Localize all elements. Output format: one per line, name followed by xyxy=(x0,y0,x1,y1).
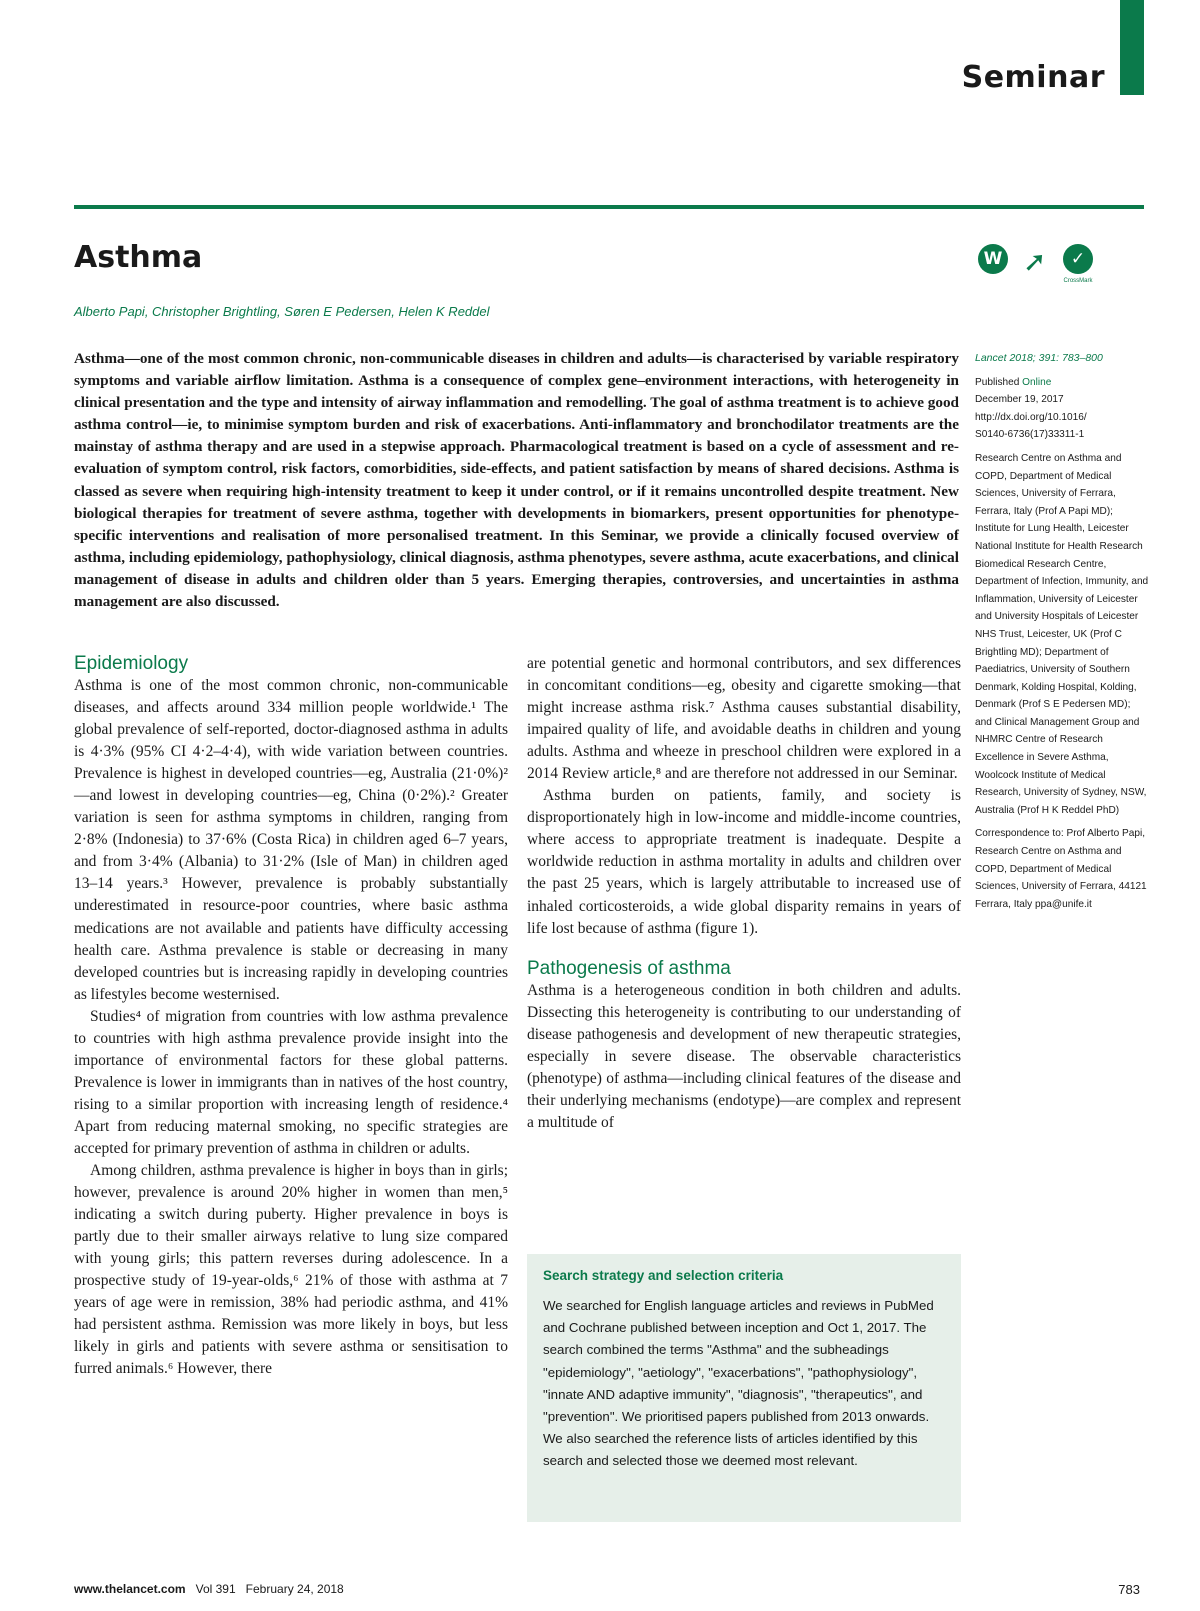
top-rule xyxy=(74,205,1144,209)
author-list: Alberto Papi, Christopher Brightling, Søren E Pedersen, Helen K Reddel xyxy=(74,304,490,319)
doi-link[interactable]: http://dx.doi.org/10.1016/ xyxy=(975,411,1087,423)
w-badge-icon[interactable]: W xyxy=(978,244,1008,274)
search-strategy-panel xyxy=(527,1254,961,1522)
panel-title: Search strategy and selection criteria xyxy=(543,1268,784,1283)
section-color-bar xyxy=(1120,0,1144,95)
paragraph: Asthma burden on patients, family, and society is disproportionately high in low-income and middle-income countries, where access to appropriate treatment is inadequate. Despite a worldwide reduction in asthma mortality in adults and children over the past 25 years, which is largely attributable to increased use of inhaled corticosteroids, a wide global disparity remains in years of life lost because of asthma (figure 1). xyxy=(527,787,961,937)
footer-volume: Vol 391 xyxy=(195,1582,236,1596)
page-number: 783 xyxy=(1118,1582,1140,1597)
paragraph: are potential genetic and hormonal contributors, and sex differences in concomitant conditions—eg, obesity and cigarette smoking—that might increase asthma risk.⁷ Asthma causes substantial disability, impaired quality of life, and avoidable deaths in children and young adults. Asthma and wheeze in preschool children were explored in a 2014 Review article,⁸ and are therefore not addressed in our Seminar. xyxy=(527,655,961,783)
citation: Lancet 2018; 391: 783–800 xyxy=(975,352,1103,364)
paragraph: Studies⁴ of migration from countries with low asthma prevalence to countries with high asthma prevalence provide insight into the importance of environmental factors for these global patterns. Prevalence is lower in immigrants than in natives of the host country, rising to a similar proportion with increasing length of residence.⁴ Apart from reducing maternal smoking, no specific strategies are accepted for primary prevention of asthma in children or adults. xyxy=(74,1007,508,1157)
doi-id: S0140-6736(17)33311-1 xyxy=(975,429,1085,441)
paragraph: Asthma is one of the most common chronic, non-communicable diseases, and affects around 334 million people worldwide.¹ The global prevalence of self-reported, doctor-diagnosed asthma in adults is 4·3% (95% CI 4·2–4·4), with wide variation between countries. Prevalence is highest in developed countries—eg, Australia (21·0%)²—and lowest in developing countries—eg, China (0·2%).² Greater variation is seen for asthma symptoms in children, ranging from 2·8% (Indonesia) to 37·6% (Costa Rica) in children aged 6–7 years, and from 3·4% (Albania) to 31·2% (Isle of Man) in children aged 13–14 years.³ However, prevalence is probably substantially underestimated in resource-poor countries, where basic asthma medications are not available and patients have difficulty accessing health care. Asthma prevalence is stable or decreasing in many developed countries but is increasing rapidly in developing countries as lifestyles become westernised. xyxy=(74,677,508,1003)
panel-body: We searched for English language articles and reviews in PubMed and Cochrane published between inception and Oct 1, 2017. The search combined the terms "Asthma" and the subheadings "epidemiology", "aetiology", "exacerbations", "pathophysiology", "innate AND adaptive immunity", "diagnosis", "therapeutics", and "prevention". We prioritised papers published from 2013 onwards. We also searched the reference lists of articles identified by this search and selected those we deemed most relevant. xyxy=(543,1298,934,1469)
pointer-cursor-icon: ➚ xyxy=(1023,246,1047,277)
published-line xyxy=(975,374,1150,392)
paragraph: Among children, asthma prevalence is higher in boys than in girls; however, prevalence is around 20% higher in women than men,⁵ indicating a switch during puberty. Higher prevalence in boys is partly due to their smaller airways relative to lung size compared with young girls; this pattern reverses during adolescence. In a prospective study of 19-year-olds,⁶ 21% of those with asthma at 7 years of age were in remission, 38% had periodic asthma, and 41% had persistent asthma. Remission was more likely in boys, but less likely in girls and patients with severe asthma or sensitisation to furred animals.⁶ However, there xyxy=(74,1162,508,1378)
journal-site-link[interactable]: www.thelancet.com xyxy=(74,1582,186,1596)
footer-journal xyxy=(74,1582,344,1596)
sidebar-notes xyxy=(975,350,1150,919)
publication-info xyxy=(975,374,1150,444)
publication-date: December 19, 2017 xyxy=(975,394,1064,406)
published-label: Published xyxy=(975,376,1023,388)
crossmark-icon[interactable]: ✓ xyxy=(1063,244,1093,274)
heading-pathogenesis: Pathogenesis of asthma xyxy=(527,957,731,979)
footer-date: February 24, 2018 xyxy=(245,1582,344,1596)
body-column-right xyxy=(527,653,961,1134)
published-online-link[interactable]: Online xyxy=(1022,376,1052,388)
heading-epidemiology: Epidemiology xyxy=(74,653,189,674)
abstract: Asthma—one of the most common chronic, non-communicable diseases in children and adults—is characterised by variable respiratory symptoms and variable airflow limitation. Asthma is a consequence of complex gene–environment interactions, with heterogeneity in clinical presentation and the type and intensity of airway inflammation and remodelling. The goal of asthma treatment is to achieve good asthma control—ie, to minimise symptom burden and risk of exacerbations. Anti-inflammatory and bronchodilator treatments are the mainstay of asthma therapy and are used in a stepwise approach. Pharmacological treatment is based on a cycle of assessment and re-evaluation of symptom control, risk factors, comorbidities, side-effects, and patient satisfaction by means of shared decisions. Asthma is classed as severe when requiring high-intensity treatment to keep it under control, or if it remains uncontrolled despite treatment. New biological therapies for treatment of severe asthma, together with developments in biomarkers, present opportunities for phenotype-specific interventions and realisation of more personalised treatment. In this Seminar, we provide a clinically focused overview of asthma, including epidemiology, pathophysiology, clinical diagnosis, asthma phenotypes, severe asthma, acute exacerbations, and clinical management of disease in adults and children older than 5 years. Emerging therapies, controversies, and uncertainties in asthma management are also discussed. xyxy=(74,350,959,611)
crossmark-caption: CrossMark xyxy=(1063,278,1093,284)
affiliations: Research Centre on Asthma and COPD, Department of Medical Sciences, University of Ferrara, Ferrara, Italy (Prof A Papi MD); Institute for Lung Health, Leicester National Institute for Health Research Biomedical Research Centre, Department of Infection, Immunity, and Inflammation, University of Leicester and University Hospitals of Leicester NHS Trust, Leicester, UK (Prof C Brightling MD); Department of Paediatrics, University of Southern Denmark, Kolding Hospital, Kolding, Denmark (Prof S E Pedersen MD); and Clinical Management Group and NHMRC Centre of Research Excellence in Severe Asthma, Woolcock Institute of Medical Research, University of Sydney, NSW, Australia (Prof H K Reddel PhD) xyxy=(975,452,1149,816)
article-title: Asthma xyxy=(74,240,203,275)
body-column-left xyxy=(74,653,508,1381)
correspondence: Correspondence to: Prof Alberto Papi, Research Centre on Asthma and COPD, Department of Medical Sciences, University of Ferrara, 44121 Ferrara, Italy ppa@unife.it xyxy=(975,828,1147,910)
article-badges xyxy=(978,244,1108,294)
paragraph: Asthma is a heterogeneous condition in both children and adults. Dissecting this heterogeneity is contributing to our understanding of disease pathogenesis and development of new therapeutic strategies, especially in severe disease. The observable characteristics (phenotype) of asthma—including clinical features of the disease and their underlying mechanisms (endotype)—are complex and represent a multitude of xyxy=(527,981,961,1131)
section-label: Seminar xyxy=(961,60,1105,95)
